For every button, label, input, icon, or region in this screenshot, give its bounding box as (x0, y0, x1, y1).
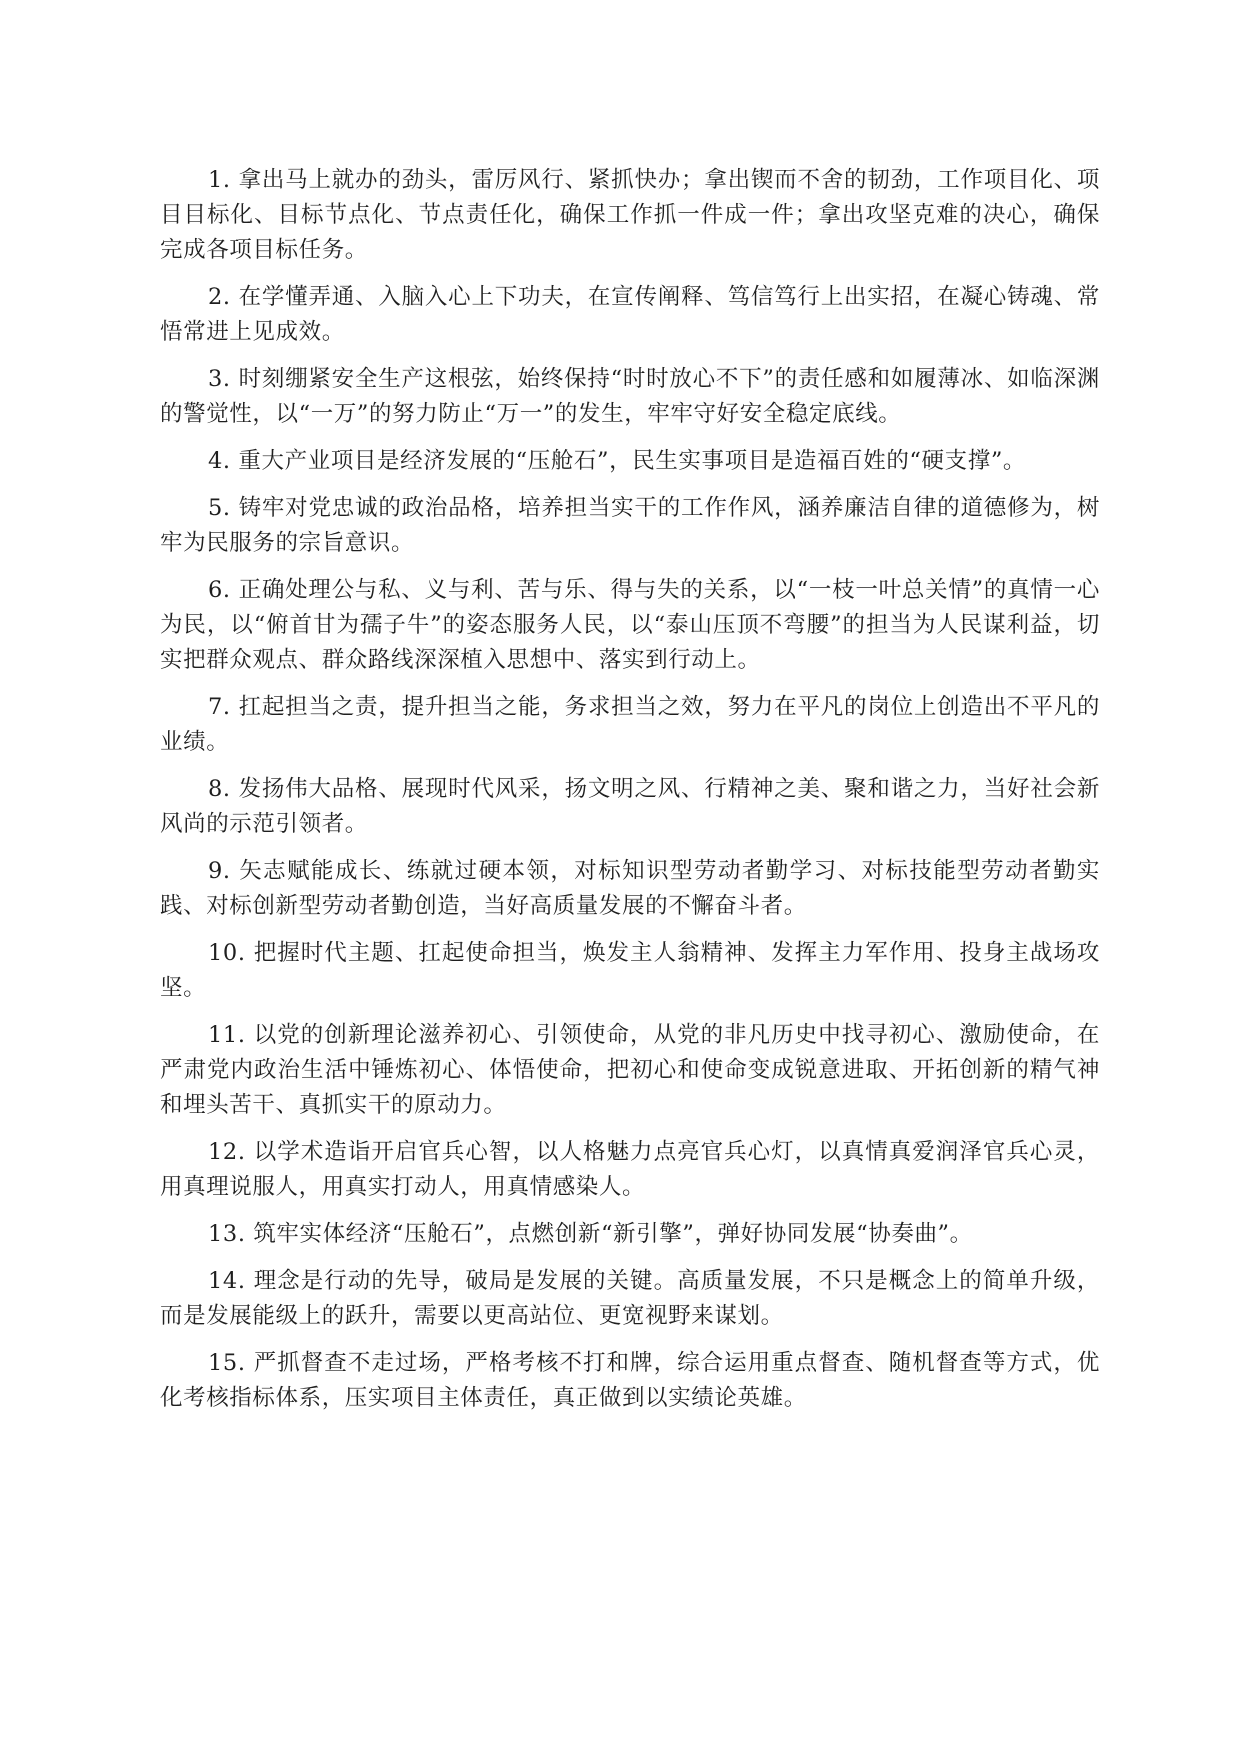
paragraph-13: 13. 筑牢实体经济“压舱石”，点燃创新“新引擎”，弹好协同发展“协奏曲”。 (208, 1221, 973, 1247)
paragraph-8: 8. 发扬伟大品格、展现时代风采，扬文明之风、行精神之美、聚和谐之力，当好社会新风尚的示范引领者。 (160, 776, 1100, 837)
paragraph-10: 10. 把握时代主题、扛起使命担当，焕发主人翁精神、发挥主力军作用、投身主战场攻坚。 (160, 940, 1100, 1001)
paragraph-7: 7. 扛起担当之责，提升担当之能，务求担当之效，努力在平凡的岗位上创造出不平凡的业绩。 (160, 694, 1100, 755)
paragraph-5: 5. 铸牢对党忠诚的政治品格，培养担当实干的工作作风，涵养廉洁自律的道德修为，树牢为民服务的宗旨意识。 (160, 495, 1100, 556)
paragraph-11: 11. 以党的创新理论滋养初心、引领使命，从党的非凡历史中找寻初心、激励使命，在严肃党内政治生活中锤炼初心、体悟使命，把初心和使命变成锐意进取、开拓创新的精气神和埋头苦干、真抓实干的原动力。 (160, 1022, 1100, 1118)
paragraph-9: 9. 矢志赋能成长、练就过硬本领，对标知识型劳动者勤学习、对标技能型劳动者勤实践、对标创新型劳动者勤创造，当好高质量发展的不懈奋斗者。 (160, 858, 1100, 919)
paragraph-12: 12. 以学术造诣开启官兵心智，以人格魅力点亮官兵心灯，以真情真爱润泽官兵心灵，用真理说服人，用真实打动人，用真情感染人。 (160, 1139, 1100, 1200)
document-body (160, 163, 1100, 1428)
paragraph-15: 15. 严抓督查不走过场，严格考核不打和牌，综合运用重点督查、随机督查等方式，优化考核指标体系，压实项目主体责任，真正做到以实绩论英雄。 (160, 1350, 1100, 1411)
paragraph-3: 3. 时刻绷紧安全生产这根弦，始终保持“时时放心不下”的责任感和如履薄冰、如临深渊的警觉性，以“一万”的努力防止“万一”的发生，牢牢守好安全稳定底线。 (160, 366, 1100, 427)
paragraph-14: 14. 理念是行动的先导，破局是发展的关键。高质量发展，不只是概念上的简单升级，而是发展能级上的跃升，需要以更高站位、更宽视野来谋划。 (160, 1268, 1100, 1329)
paragraph-4: 4. 重大产业项目是经济发展的“压舱石”，民生实事项目是造福百姓的“硬支撑”。 (208, 448, 1027, 474)
paragraph-6: 6. 正确处理公与私、义与利、苦与乐、得与失的关系，以“一枝一叶总关情”的真情一心为民，以“俯首甘为孺子牛”的姿态服务人民，以“泰山压顶不弯腰”的担当为人民谋利益，切实把群众观点、群众路线深深植入思想中、落实到行动上。 (160, 577, 1100, 673)
paragraph-2: 2. 在学懂弄通、入脑入心上下功夫，在宣传阐释、笃信笃行上出实招，在凝心铸魂、常悟常进上见成效。 (160, 284, 1100, 345)
paragraph-1: 1. 拿出马上就办的劲头，雷厉风行、紧抓快办；拿出锲而不舍的韧劲，工作项目化、项目目标化、目标节点化、节点责任化，确保工作抓一件成一件；拿出攻坚克难的决心，确保完成各项目标任务。 (160, 167, 1100, 263)
